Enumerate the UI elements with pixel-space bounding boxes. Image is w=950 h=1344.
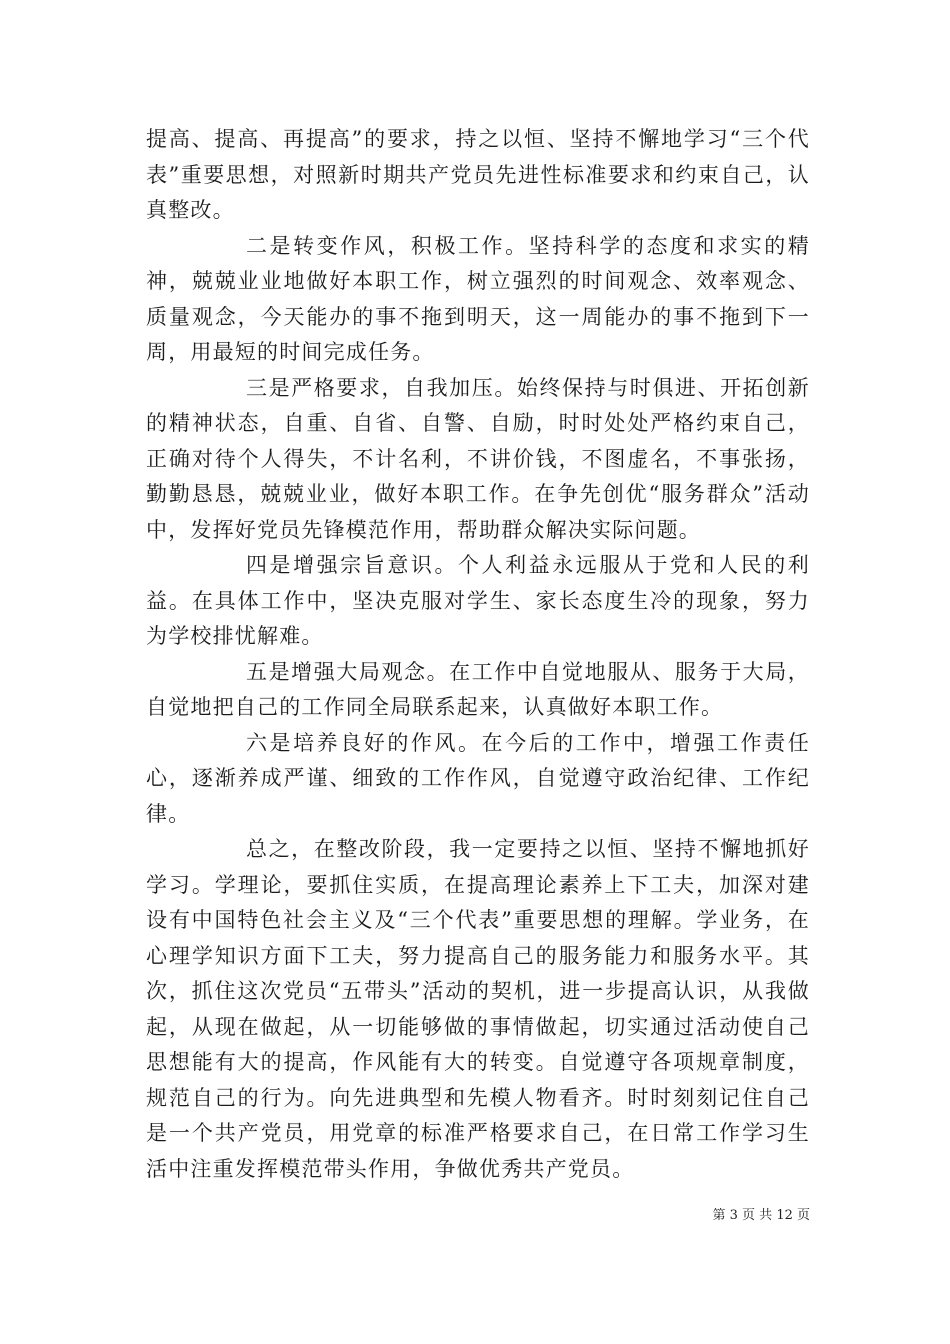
paragraph-point-four: 四是增强宗旨意识。个人利益永远服从于党和人民的利益。在具体工作中，坚决克服对学生、家长态度生冷的现象，努力为学校排忧解难。 [146, 553, 810, 648]
paragraph-point-six: 六是培养良好的作风。在今后的工作中，增强工作责任心，逐渐养成严谨、细致的工作作风，自觉遵守政治纪律、工作纪律。 [146, 730, 810, 826]
paragraph-point-two: 二是转变作风，积极工作。坚持科学的态度和求实的精神，兢兢业业地做好本职工作，树立强烈的时间观念、效率观念、质量观念，今天能办的事不拖到明天，这一周能办的事不拖到下一周，用最短的时间完成任务。 [146, 233, 810, 364]
paragraph-point-three: 三是严格要求，自我加压。始终保持与时俱进、开拓创新的精神状态，自重、自省、自警、自励，时时处处严格约束自己，正确对待个人得失，不计名利，不讲价钱，不图虚名，不事张扬，勤勤恳恳，兢兢业业，做好本职工作。在争先创优“服务群众”活动中，发挥好党员先锋模范作用，帮助群众解决实际问题。 [146, 375, 810, 542]
paragraph-point-five: 五是增强大局观念。在工作中自觉地服从、服务于大局，自觉地把自己的工作同全局联系起来，认真做好本职工作。 [146, 659, 810, 719]
document-body [146, 122, 810, 1187]
page-number-footer: 第 3 页 共 12 页 [712, 1208, 810, 1223]
paragraph-continuation: 提高、提高、再提高”的要求，持之以恒、坚持不懈地学习“三个代表”重要思想，对照新时期共产党员先进性标准要求和约束自己，认真整改。 [146, 127, 810, 222]
paragraph-summary: 总之，在整改阶段，我一定要持之以恒、坚持不懈地抓好学习。学理论，要抓住实质，在提高理论素养上下工夫，加深对建设有中国特色社会主义及“三个代表”重要思想的理解。学业务，在心理学知识方面下工夫，努力提高自己的服务能力和服务水平。其次，抓住这次党员“五带头”活动的契机，进一步提高认识，从我做起，从现在做起，从一切能够做的事情做起，切实通过活动使自己思想能有大的提高，作风能有大的转变。自觉遵守各项规章制度，规范自己的行为。向先进典型和先模人物看齐。时时刻刻记住自己是一个共产党员，用党章的标准严格要求自己，在日常工作学习生活中注重发挥模范带头作用，争做优秀共产党员。 [146, 837, 810, 1181]
